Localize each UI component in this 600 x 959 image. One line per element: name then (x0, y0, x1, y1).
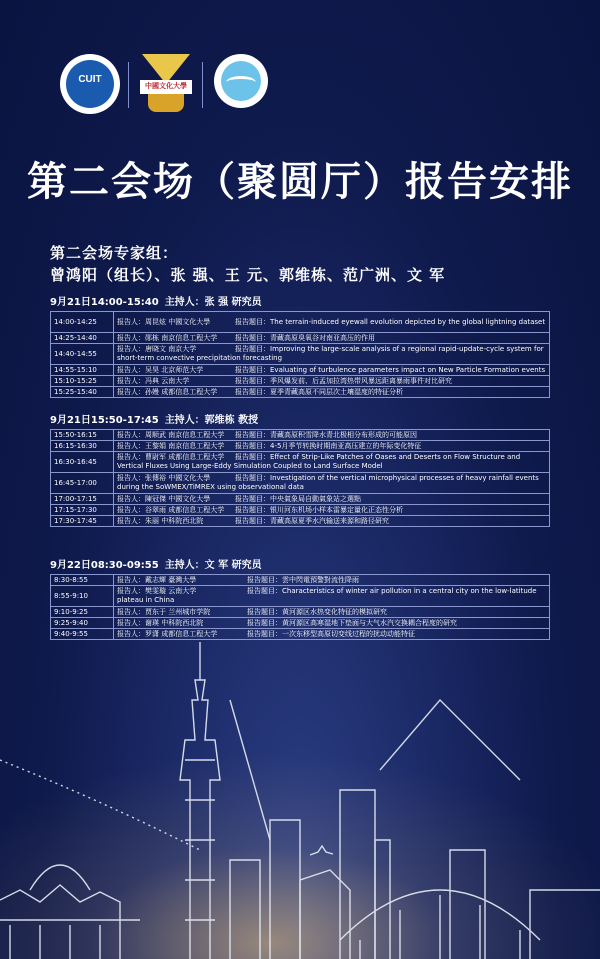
talk-detail (114, 473, 550, 494)
talk-time: 14:55-15:10 (51, 365, 114, 376)
talk-time: 17:15-17:30 (51, 505, 114, 516)
talk-speaker: 报告人：谢瑛 中科院西北院 (117, 618, 204, 627)
schedule-row (51, 629, 550, 640)
talk-detail (114, 618, 550, 629)
schedule-row (51, 586, 550, 607)
schedule-row (51, 344, 550, 365)
session-2-header (50, 411, 258, 426)
talk-topic: 报告题目：青藏高原臭氧谷对南亚高压的作用 (235, 333, 375, 342)
talk-detail (114, 430, 550, 441)
talk-time: 16:15-16:30 (51, 441, 114, 452)
talk-time: 14:40-14:55 (51, 344, 114, 365)
talk-speaker: 报告人：朱丽 中科院西北院 (117, 516, 204, 525)
schedule-row (51, 575, 550, 586)
cuit-logo: CUIT (60, 54, 120, 114)
talk-time: 16:45-17:00 (51, 473, 114, 494)
schedule-row (51, 333, 550, 344)
session-time: 9月21日14:00-15:40 (50, 297, 159, 308)
session-time: 9月22日08:30-09:55 (50, 560, 159, 571)
talk-speaker: 报告人：吴昊 北京师范大学 (117, 365, 204, 374)
schedule-row (51, 312, 550, 333)
talk-time: 8:30-8:55 (51, 575, 114, 586)
talk-speaker: 报告人：曹尉军 成都信息工程大学 (117, 453, 225, 461)
schedule-row (51, 441, 550, 452)
session-chair: 主持人：张 强 研究员 (164, 297, 262, 308)
session-time: 9月21日15:50-17:45 (50, 415, 159, 426)
expert-group-label: 第二会场专家组： (50, 244, 179, 262)
talk-time: 9:40-9:55 (51, 629, 114, 640)
schedule-row (51, 618, 550, 629)
talk-topic: 报告题目：The terrain-induced eyewall evolution depicted by the global lightning dataset (235, 317, 546, 326)
talk-speaker: 报告人：王黎娟 南京信息工程大学 (117, 441, 225, 450)
schedule-row (51, 607, 550, 618)
talk-detail (114, 516, 550, 527)
city-skyline-illustration (0, 640, 600, 959)
talk-speaker: 报告人：贾东于 兰州城市学院 (117, 607, 211, 616)
talk-detail (114, 505, 550, 516)
talk-detail (114, 441, 550, 452)
talk-topic: 报告题目：雲中閃電預警對流性降雨 (247, 575, 359, 584)
talk-speaker: 报告人：樊雯璇 云南大学 (117, 587, 197, 595)
session-2-table (50, 429, 550, 527)
talk-speaker: 报告人：郧栋 南京信息工程大学 (117, 333, 218, 342)
talk-time: 14:00-14:25 (51, 312, 114, 333)
session-3-header (50, 556, 262, 571)
expert-group-names: 曾鸿阳（组长）、张 强、王 元、郭维栋、范广洲、文 军 (50, 266, 446, 284)
talk-topic: 报告题目：季风爆发前、后孟加拉湾热带风暴远距离暴雨事件对比研究 (235, 376, 452, 385)
talk-topic: 报告题目：青藏高原夏季水汽输送来源和路径研究 (235, 516, 389, 525)
schedule-row (51, 516, 550, 527)
talk-detail (114, 607, 550, 618)
talk-topic: 报告题目：Characteristics of winter air pollution in a central city on the low-latitude plateau in China (117, 587, 537, 604)
schedule-row (51, 494, 550, 505)
talk-topic: 报告题目：Effect of Strip-Like Patches of Oases and Deserts on Flow Structure and Vertical Fluxes Using Large-Eddy Simulation Coupled to Land Surface Model (117, 453, 521, 470)
session-chair: 主持人：文 军 研究员 (164, 560, 262, 571)
talk-time: 9:25-9:40 (51, 618, 114, 629)
schedule-row (51, 430, 550, 441)
session-1-header (50, 293, 262, 308)
talk-speaker: 报告人：冯典 云南大学 (117, 376, 190, 385)
talk-speaker: 报告人：陳冠傑 中國文化大學 (117, 494, 211, 503)
schedule-row (51, 387, 550, 398)
talk-topic: 报告题目：银川河东机场小样本雷暴定量化正态性分析 (235, 505, 403, 514)
talk-detail (114, 452, 550, 473)
talk-time: 9:10-9:25 (51, 607, 114, 618)
talk-time: 17:30-17:45 (51, 516, 114, 527)
talk-speaker: 报告人：张傳裕 中國文化大學 (117, 474, 211, 482)
talk-time: 17:00-17:15 (51, 494, 114, 505)
talk-detail (114, 365, 550, 376)
talk-topic: 报告题目：Investigation of the vertical microphysical processes of heavy rainfall events during the SoWMEX/TiMREX using observational data (117, 474, 539, 491)
culture-university-logo: 中國文化大學 (140, 54, 192, 112)
talk-detail (114, 629, 550, 640)
talk-detail (114, 344, 550, 365)
talk-speaker: 报告人：唐晓文 南京大学 (117, 345, 197, 353)
talk-detail (114, 387, 550, 398)
talk-speaker: 报告人：周顺武 南京信息工程大学 (117, 430, 225, 439)
talk-time: 16:30-16:45 (51, 452, 114, 473)
talk-speaker: 报告人：戴志輝 臺灣大學 (117, 575, 197, 584)
plateau-institute-logo (214, 54, 268, 108)
talk-speaker: 报告人：谷翠雨 成都信息工程大学 (117, 505, 225, 514)
schedule-row (51, 376, 550, 387)
talk-topic: 报告题目：一次东移型高原切变线过程的扰动动能特征 (247, 629, 415, 638)
talk-time: 15:25-15:40 (51, 387, 114, 398)
talk-time: 15:10-15:25 (51, 376, 114, 387)
talk-detail (114, 376, 550, 387)
talk-topic: 报告题目：青藏高原积雪降水青北极相分布形成的可能原因 (235, 430, 417, 439)
session-3-table (50, 574, 550, 640)
talk-topic: 报告题目：4-5月季节转换时期南亚高压建立的年际变化特征 (235, 441, 422, 450)
talk-detail (114, 575, 550, 586)
talk-topic: 报告题目：夏季青藏高原不同层次土壤湿度的特征分析 (235, 387, 403, 396)
talk-topic: 报告题目：Improving the large-scale analysis of a regional rapid-update-cycle system for short-term convective precipitation forecasting (117, 345, 544, 362)
page-title: 第二会场（聚圆厅）报告安排 (27, 159, 573, 205)
talk-topic: 报告题目：Evaluating of turbulence parameters impact on New Particle Formation events (235, 365, 546, 374)
logo-bar (0, 54, 600, 116)
talk-detail (114, 494, 550, 505)
schedule-row (51, 452, 550, 473)
talk-speaker: 报告人：孙嫚 成都信息工程大学 (117, 387, 218, 396)
logo-divider (202, 62, 203, 108)
talk-topic: 报告题目：黄河源区水热变化特征的模拟研究 (247, 607, 387, 616)
talk-detail (114, 333, 550, 344)
talk-detail (114, 312, 550, 333)
talk-time: 8:55-9:10 (51, 586, 114, 607)
talk-time: 14:25-14:40 (51, 333, 114, 344)
talk-speaker: 报告人：罗潇 成都信息工程大学 (117, 629, 218, 638)
talk-topic: 报告题目：黄河源区高寒湿地下垫面与大气水汽交换耦合程度的研究 (247, 618, 457, 627)
talk-detail (114, 586, 550, 607)
schedule-row (51, 365, 550, 376)
logo-divider (128, 62, 129, 108)
schedule-row (51, 505, 550, 516)
talk-time: 15:50-16:15 (51, 430, 114, 441)
schedule-row (51, 473, 550, 494)
session-1-table (50, 311, 550, 398)
session-chair: 主持人：郭维栋 教授 (164, 415, 259, 426)
talk-speaker: 报告人：周昆炫 中國文化大學 (117, 317, 211, 326)
talk-topic: 报告题目：中央氣象局自動氣象站之選點 (235, 494, 361, 503)
